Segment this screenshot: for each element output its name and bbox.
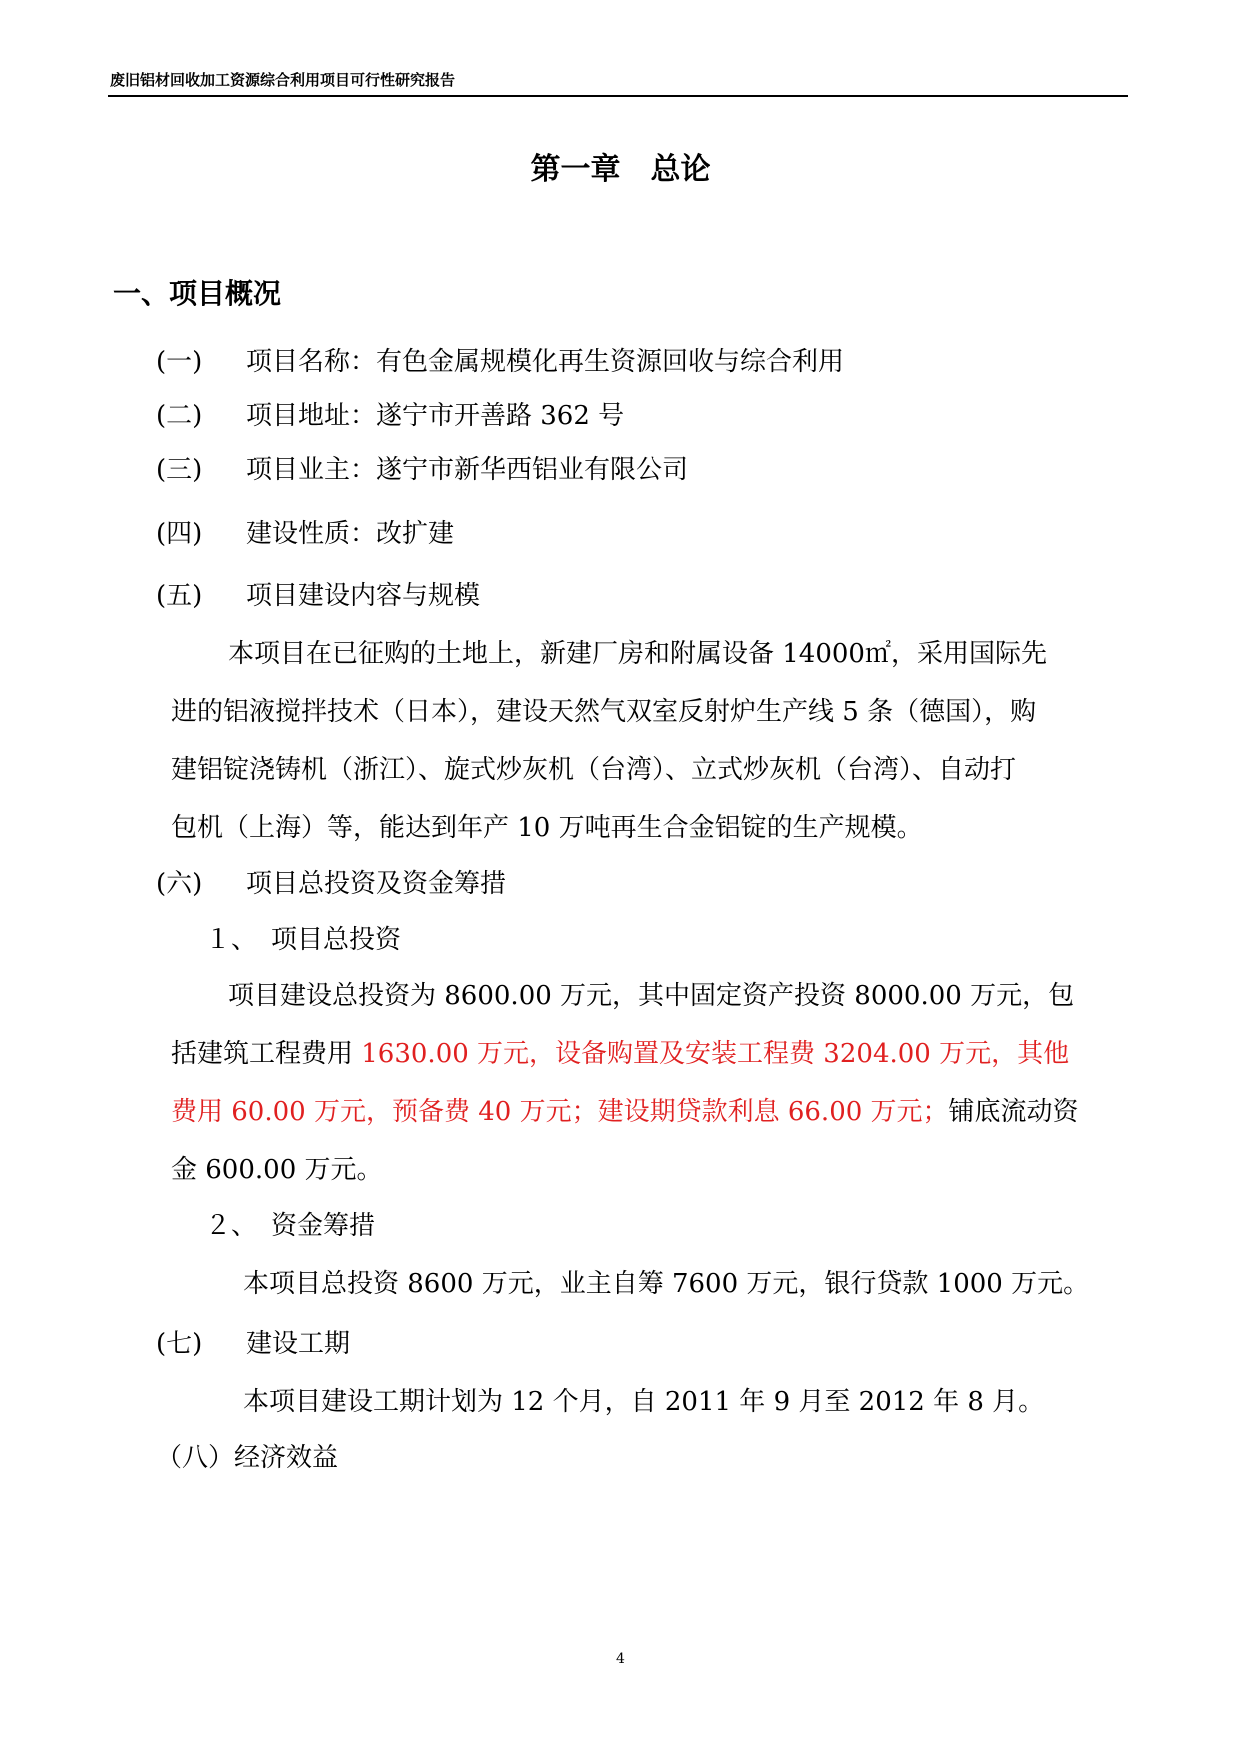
item-number: (七) [156, 1329, 203, 1359]
header-divider [108, 95, 1128, 97]
scope-paragraph-line: 进的铝液搅拌技术（日本），建设天然气双室反射炉生产线 5 条（德国），购 [171, 697, 1037, 727]
subitem-text: 项目总投资 [271, 925, 402, 955]
document-header: 废旧铝材回收加工资源综合利用项目可行性研究报告 [110, 71, 456, 89]
item-text: 项目业主：遂宁市新华西铝业有限公司 [246, 455, 689, 485]
subitem-financing [205, 1208, 375, 1244]
item-number: (三) [156, 455, 203, 485]
highlighted-cost-text: 费用 60.00 万元，预备费 40 万元；建设期贷款利息 66.00 万元； [171, 1097, 949, 1127]
investment-text: 括建筑工程费用 [171, 1039, 362, 1069]
schedule-paragraph: 本项目建设工期计划为 12 个月，自 2011 年 9 月至 2012 年 8 月。 [243, 1387, 1045, 1417]
subitem-text: 资金筹措 [271, 1211, 376, 1241]
item-investment-financing [156, 866, 506, 902]
chapter-title: 第一章 总论 [530, 152, 711, 187]
scope-paragraph-line: 包机（上海）等，能达到年产 10 万吨再生合金铝锭的生产规模。 [171, 813, 923, 843]
investment-paragraph-line [171, 1036, 1069, 1072]
item-construction-scope [156, 578, 480, 614]
item-economic-benefit: （八）经济效益 [156, 1443, 339, 1473]
item-text: 项目建设内容与规模 [246, 581, 481, 611]
item-project-owner [156, 452, 688, 488]
item-text: 项目地址：遂宁市开善路 362 号 [246, 401, 625, 431]
item-construction-nature [156, 516, 454, 552]
item-text: 项目总投资及资金筹措 [246, 869, 507, 899]
item-text: 建设性质：改扩建 [246, 519, 455, 549]
subitem-total-investment [205, 922, 401, 958]
investment-paragraph-line: 金 600.00 万元。 [171, 1155, 383, 1185]
item-number: (四) [156, 519, 203, 549]
item-number: (五) [156, 581, 203, 611]
subitem-number: １、 [205, 925, 258, 955]
item-construction-period [156, 1326, 350, 1362]
investment-paragraph-line: 项目建设总投资为 8600.00 万元，其中固定资产投资 8000.00 万元，包 [228, 981, 1075, 1011]
item-number: (六) [156, 869, 203, 899]
item-text: 建设工期 [246, 1329, 351, 1359]
scope-paragraph-line: 本项目在已征购的土地上，新建厂房和附属设备 14000㎡，采用国际先 [228, 639, 1047, 669]
item-project-name [156, 344, 844, 380]
section-title: 一、项目概况 [113, 277, 282, 310]
scope-paragraph-line: 建铝锭浇铸机（浙江）、旋式炒灰机（台湾）、立式炒灰机（台湾）、自动打 [171, 755, 1017, 785]
highlighted-cost-text: 1630.00 万元，设备购置及安装工程费 3204.00 万元，其他 [361, 1039, 1070, 1069]
page-number: 4 [616, 1651, 625, 1667]
investment-text: 铺底流动资 [948, 1097, 1079, 1127]
financing-paragraph: 本项目总投资 8600 万元，业主自筹 7600 万元，银行贷款 1000 万元。 [243, 1269, 1090, 1299]
item-project-address [156, 398, 624, 434]
investment-paragraph-line [171, 1094, 1079, 1130]
subitem-number: ２、 [205, 1211, 258, 1241]
item-number: (一) [156, 347, 203, 377]
item-number: (二) [156, 401, 203, 431]
item-text: 项目名称：有色金属规模化再生资源回收与综合利用 [246, 347, 845, 377]
